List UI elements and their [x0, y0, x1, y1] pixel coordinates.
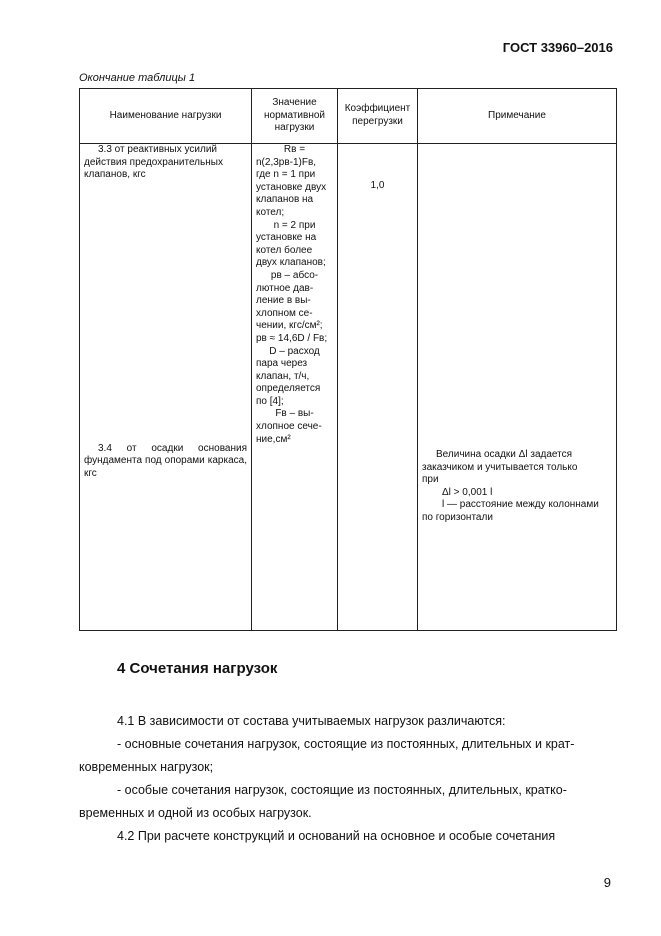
value-line: ление в вы-	[256, 295, 311, 307]
value-line: клапанов на	[256, 194, 314, 206]
value-line: n(2,3pв-1)Fв,	[256, 156, 317, 168]
note-line: при	[422, 474, 439, 486]
row-3-3-name: 3.3 от реактивных усилий действия предохранительных клапанов, кгс	[84, 144, 223, 181]
col-header-note: Примечание	[418, 89, 617, 144]
value-line: лютное дав-	[256, 282, 314, 294]
value-line: pв ≈ 14,6D / Fв;	[256, 332, 328, 344]
value-line: определяется	[256, 383, 321, 395]
table-caption: Окончание таблицы 1	[79, 72, 196, 84]
overload-coefficient-cell	[338, 144, 418, 631]
table-row	[80, 144, 617, 631]
value-line: чении, кгс/см²;	[256, 320, 323, 332]
value-line: пара через	[256, 358, 308, 370]
note-line: l — расстояние между колоннами	[442, 499, 599, 511]
col-header-normative-value: Значение нормативной нагрузки	[252, 89, 338, 144]
value-line: pв – абсо-	[270, 269, 319, 281]
note-line: Δl > 0,001 l	[442, 486, 493, 498]
paragraph-main-combinations-cont: ковременных нагрузок;	[79, 760, 214, 774]
col-header-overload-coefficient: Коэффициент перегрузки	[338, 89, 418, 144]
value-line: Fв – вы-	[275, 408, 314, 420]
note-line: заказчиком и учитывается только	[422, 461, 578, 473]
value-line: котел;	[256, 206, 285, 218]
col-header-load-name: Наименование нагрузки	[80, 89, 252, 144]
loads-table	[79, 88, 617, 631]
value-line: клапан, т/ч,	[256, 370, 310, 382]
paragraph-4-1: 4.1 В зависимости от состава учитываемых нагрузок различаются:	[117, 714, 506, 728]
coefficient-value: 1,0	[370, 180, 385, 191]
value-line: Rв =	[283, 144, 306, 155]
section-heading: 4 Сочетания нагрузок	[117, 660, 278, 677]
value-line: установке двух	[256, 181, 327, 193]
value-line: хлопном се-	[256, 307, 313, 319]
value-line: двух клапанов;	[256, 257, 326, 269]
value-line: установке на	[256, 232, 317, 244]
note-cell	[418, 144, 617, 631]
value-line: n = 2 при	[273, 219, 316, 231]
load-name-cell	[80, 144, 252, 631]
paragraph-special-combinations-cont: временных и одной из особых нагрузок.	[79, 806, 312, 820]
value-line: D – расход	[269, 345, 320, 357]
paragraph-main-combinations: - основные сочетания нагрузок, состоящие из постоянных, длительных и крат-	[117, 737, 575, 751]
note-line: по горизонтали	[422, 511, 493, 523]
value-line: хлопное сече-	[256, 421, 322, 433]
page-number: 9	[603, 875, 611, 890]
paragraph-special-combinations: - особые сочетания нагрузок, состоящие из постоянных, длительных, кратко-	[117, 783, 567, 797]
value-line: где n = 1 при	[256, 169, 316, 181]
value-line: котел более	[256, 244, 313, 256]
paragraph-4-2: 4.2 При расчете конструкций и оснований на основное и особые сочетания	[117, 829, 556, 843]
standard-code: ГОСТ 33960–2016	[502, 40, 613, 55]
table-header-row	[80, 89, 617, 144]
value-line: по [4];	[256, 395, 284, 407]
row-3-4-name: 3.4 от осадки основания фундамента под опорами каркаса, кгс	[84, 442, 247, 479]
normative-value-cell	[252, 144, 338, 631]
value-line: ние,см²	[256, 433, 291, 445]
note-line: Величина осадки Δl задается	[436, 449, 573, 460]
